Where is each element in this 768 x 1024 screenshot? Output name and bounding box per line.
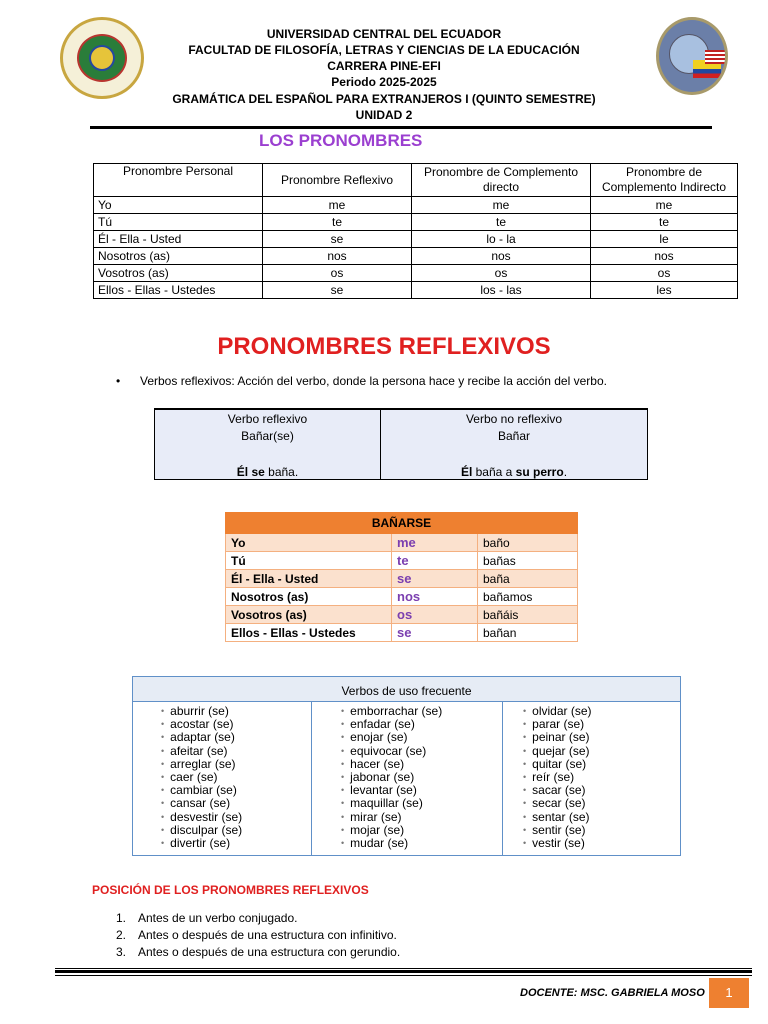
table-cell: Tú	[226, 552, 392, 570]
verb-list-item: • mojar (se)	[341, 824, 501, 837]
example-bold: su perro	[515, 465, 564, 479]
verb-list-item: • desvestir (se)	[161, 811, 311, 824]
table-cell: me	[591, 197, 738, 214]
verb-list-item: • sentir (se)	[523, 824, 673, 837]
header-line-career: CARRERA PINE-EFI	[327, 59, 441, 73]
table-row	[94, 282, 738, 299]
verb-list-item: • enfadar (se)	[341, 718, 501, 731]
header-line-faculty: FACULTAD DE FILOSOFÍA, LETRAS Y CIENCIAS DE LA EDUCACIÓN	[188, 43, 580, 57]
table-cell: los - las	[412, 282, 591, 299]
table-cell: bañas	[478, 552, 578, 570]
verb-list-item: • mirar (se)	[341, 811, 501, 824]
table-cell: te	[392, 552, 478, 570]
example-label: Verbo reflexivo	[227, 412, 308, 426]
header-divider	[90, 126, 712, 129]
verb-list-item: • cambiar (se)	[161, 784, 311, 797]
example-rest: baña a	[472, 465, 516, 479]
verb-list-item: • vestir (se)	[523, 837, 673, 850]
example-bold: Él	[460, 465, 473, 479]
table-cell: bañan	[478, 624, 578, 642]
table-cell: Tú	[94, 214, 263, 231]
table-cell: bañamos	[478, 588, 578, 606]
example-bold: Él se	[236, 465, 265, 479]
table-header-cell: Pronombre Personal	[94, 164, 263, 197]
table-cell: nos	[263, 248, 412, 265]
table-cell: Ellos - Ellas - Ustedes	[226, 624, 392, 642]
pronouns-title: LOS PRONOMBRES	[259, 131, 423, 150]
verb-list-item: • aburrir (se)	[161, 705, 311, 718]
table-header-row	[94, 164, 738, 197]
verb-list-item: • olvidar (se)	[523, 705, 673, 718]
verb-list-item: • jabonar (se)	[341, 771, 501, 784]
table-header-cell: Pronombre de Complemento Indirecto	[591, 164, 738, 197]
table-cell: nos	[412, 248, 591, 265]
table-cell: me	[263, 197, 412, 214]
position-title: POSICIÓN DE LOS PRONOMBRES REFLEXIVOS	[92, 883, 369, 897]
table-cell: se	[392, 570, 478, 588]
list-item: 2. Antes o después de una estructura con infinitivo.	[116, 928, 397, 942]
table-cell: me	[392, 534, 478, 552]
table-cell: se	[392, 624, 478, 642]
table-row	[94, 231, 738, 248]
verb-list-item: • levantar (se)	[341, 784, 501, 797]
table-header-cell: Pronombre de Complemento directo	[412, 164, 591, 197]
verb-list-item: • peinar (se)	[523, 731, 673, 744]
reflexive-definition	[116, 374, 607, 388]
table-cell: bañáis	[478, 606, 578, 624]
verbs-column-3	[523, 701, 673, 855]
verb-list-item: • arreglar (se)	[161, 758, 311, 771]
table-row	[226, 624, 578, 642]
table-cell: baña	[478, 570, 578, 588]
table-row	[94, 248, 738, 265]
table-cell: Él - Ella - Usted	[94, 231, 263, 248]
table-cell: os	[412, 265, 591, 282]
example-verb: Bañar	[497, 429, 531, 443]
header-line-unit: UNIDAD 2	[355, 108, 413, 122]
example-sentence	[381, 465, 647, 479]
verb-list-item: • mudar (se)	[341, 837, 501, 850]
table-cell: le	[591, 231, 738, 248]
list-item: 3. Antes o después de una estructura con gerundio.	[116, 945, 401, 959]
table-row	[226, 606, 578, 624]
example-rest: baña.	[264, 465, 299, 479]
table-cell: te	[263, 214, 412, 231]
reflexive-example-right	[381, 410, 647, 480]
page-number: 1	[709, 978, 749, 1008]
footer-divider	[55, 975, 752, 976]
example-sentence	[155, 465, 380, 479]
verb-list-item: • parar (se)	[523, 718, 673, 731]
list-item-text: Antes o después de una estructura con infinitivo.	[138, 928, 397, 942]
position-list	[116, 910, 400, 961]
verb-list-item: • quitar (se)	[523, 758, 673, 771]
column-divider	[502, 701, 503, 855]
verb-list-item: • sentar (se)	[523, 811, 673, 824]
table-cell: nos	[591, 248, 738, 265]
table-cell: me	[412, 197, 591, 214]
pronouns-table	[93, 163, 738, 299]
banarse-title: BAÑARSE	[226, 513, 578, 534]
reflexive-title: PRONOMBRES REFLEXIVOS	[217, 333, 551, 360]
table-cell: baño	[478, 534, 578, 552]
verb-list-item: • hacer (se)	[341, 758, 501, 771]
table-cell: Nosotros (as)	[94, 248, 263, 265]
table-cell: nos	[392, 588, 478, 606]
table-cell: Yo	[226, 534, 392, 552]
footer-divider	[55, 970, 752, 973]
verb-list-item: • reír (se)	[523, 771, 673, 784]
example-verb: Bañar(se)	[241, 429, 294, 443]
table-cell: Él - Ella - Usted	[226, 570, 392, 588]
verb-list-item: • afeitar (se)	[161, 745, 311, 758]
verb-list-item: • divertir (se)	[161, 837, 311, 850]
verb-list-item: • adaptar (se)	[161, 731, 311, 744]
example-rest: .	[563, 465, 568, 479]
table-row	[94, 197, 738, 214]
table-row	[226, 534, 578, 552]
verb-list-item: • cansar (se)	[161, 797, 311, 810]
table-cell: lo - la	[412, 231, 591, 248]
table-cell: Vosotros (as)	[226, 606, 392, 624]
table-row	[94, 265, 738, 282]
table-cell: se	[263, 231, 412, 248]
list-item-text: Antes de un verbo conjugado.	[138, 911, 298, 925]
table-row	[94, 214, 738, 231]
table-cell: Nosotros (as)	[226, 588, 392, 606]
table-row	[226, 588, 578, 606]
verbs-column-2	[341, 701, 501, 855]
table-cell: Yo	[94, 197, 263, 214]
footer-teacher: DOCENTE: MSC. GABRIELA MOSO	[520, 987, 705, 999]
table-cell: les	[591, 282, 738, 299]
bullet-icon: •	[116, 374, 121, 388]
table-row	[226, 552, 578, 570]
verb-list-item: • enojar (se)	[341, 731, 501, 744]
frequent-verbs-box	[132, 676, 681, 856]
list-item-text: Antes o después de una estructura con gerundio.	[138, 945, 401, 959]
reflexive-definition-text: Verbos reflexivos: Acción del verbo, donde la persona hace y recibe la acción del verbo.	[140, 374, 607, 388]
column-divider	[311, 701, 312, 855]
table-cell: te	[591, 214, 738, 231]
verb-list-item: • secar (se)	[523, 797, 673, 810]
verb-list-item: • equivocar (se)	[341, 745, 501, 758]
verb-list-item: • emborrachar (se)	[341, 705, 501, 718]
reflexive-example-box	[154, 408, 648, 480]
verb-list-item: • caer (se)	[161, 771, 311, 784]
verb-list-item: • sacar (se)	[523, 784, 673, 797]
table-cell: os	[263, 265, 412, 282]
table-cell: te	[412, 214, 591, 231]
table-cell: os	[591, 265, 738, 282]
example-label: Verbo no reflexivo	[465, 412, 563, 426]
table-cell: os	[392, 606, 478, 624]
verb-list-item: • acostar (se)	[161, 718, 311, 731]
verbs-column-1	[161, 701, 311, 855]
table-cell: Vosotros (as)	[94, 265, 263, 282]
table-cell: Ellos - Ellas - Ustedes	[94, 282, 263, 299]
table-row	[226, 570, 578, 588]
header-line-period: Periodo 2025-2025	[331, 75, 437, 89]
header-line-university: UNIVERSIDAD CENTRAL DEL ECUADOR	[266, 27, 502, 41]
verb-list-item: • disculpar (se)	[161, 824, 311, 837]
header-line-course: GRAMÁTICA DEL ESPAÑOL PARA EXTRANJEROS I (QUINTO SEMESTRE)	[172, 92, 596, 106]
table-cell: se	[263, 282, 412, 299]
reflexive-example-left	[155, 410, 380, 480]
list-item: 1. Antes de un verbo conjugado.	[116, 911, 298, 925]
banarse-conjugation-table	[225, 512, 578, 642]
footer-divider	[55, 968, 752, 969]
verb-list-item: • quejar (se)	[523, 745, 673, 758]
verb-list-item: • maquillar (se)	[341, 797, 501, 810]
frequent-verbs-title: Verbos de uso frecuente	[133, 677, 680, 702]
table-header-cell: Pronombre Reflexivo	[263, 164, 412, 197]
